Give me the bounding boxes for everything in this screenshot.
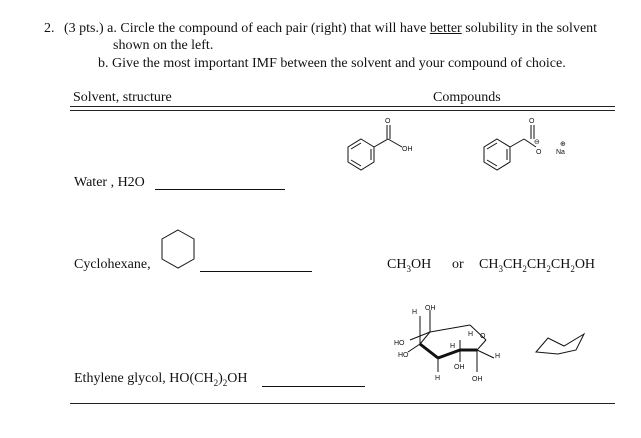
part-a-lead: a. Circle the compound of each pair (right) that will have (107, 21, 427, 36)
answer-blank-ethylene-glycol[interactable] (262, 386, 365, 387)
sodium-label: Na (556, 149, 565, 156)
benzene-ring (348, 139, 374, 170)
header-compounds: Compounds (433, 90, 501, 105)
glucose-ho-label: HO (398, 352, 409, 359)
minus-charge: ⊖ (534, 139, 540, 146)
compound-methanol[interactable]: $CH_3OH$ (387, 257, 432, 274)
compound-connector: or (452, 257, 464, 272)
row-1-solvent (74, 175, 145, 191)
question-line-1 (64, 20, 597, 37)
part-b: b. Give the most important IMF between the solvent and your compound of choice. (98, 56, 566, 71)
carboxylate-o-label: O (536, 149, 542, 156)
solvent-label-water: Water , H2O (74, 175, 145, 190)
glucose-h-label: H (450, 343, 456, 350)
hydroxyl-label: OH (402, 146, 413, 153)
question-points: (3 pts.) (64, 21, 104, 36)
glucose-h-label: H (412, 309, 418, 316)
glucose-ho-label: HO (394, 340, 405, 347)
question-number: 2. (44, 21, 55, 36)
benzoic-acid-structure[interactable] (340, 107, 430, 177)
cyclohexane-chair-structure[interactable] (532, 328, 592, 368)
plus-charge: ⊕ (560, 141, 566, 148)
part-a-emphasis: better (429, 21, 462, 36)
row-3-solvent: Ethylene glycol, $HO(CH_2)_2OH$ (74, 371, 248, 388)
carbonyl-o-label: O (385, 118, 391, 125)
answer-blank-water[interactable] (155, 189, 285, 190)
table-bottom-rule (70, 403, 615, 404)
ring-o-label: O (480, 333, 486, 340)
glucose-h-label: H (468, 331, 474, 338)
glucose-chair-structure[interactable] (390, 300, 520, 390)
sodium-benzoate-structure[interactable] (476, 107, 586, 177)
benzene-ring (484, 139, 510, 170)
glucose-oh-label: OH (454, 364, 465, 371)
compound-butanol[interactable]: $CH_3CH_2CH_2CH_2OH$ (479, 257, 596, 274)
row-2-solvent: Cyclohexane, (74, 257, 151, 272)
carbonyl-o-label: O (529, 118, 535, 125)
part-a-tail: solubility in the solvent (465, 21, 598, 36)
glucose-h-label: H (435, 375, 441, 382)
cyclohexane-structure (158, 228, 198, 272)
answer-blank-cyclohexane[interactable] (200, 271, 312, 272)
part-a-line-2: shown on the left. (113, 38, 214, 53)
header-solvent: Solvent, structure (73, 90, 172, 105)
glucose-oh-label: OH (472, 376, 483, 383)
glucose-oh-label: OH (425, 305, 436, 312)
glucose-h-label: H (495, 353, 501, 360)
